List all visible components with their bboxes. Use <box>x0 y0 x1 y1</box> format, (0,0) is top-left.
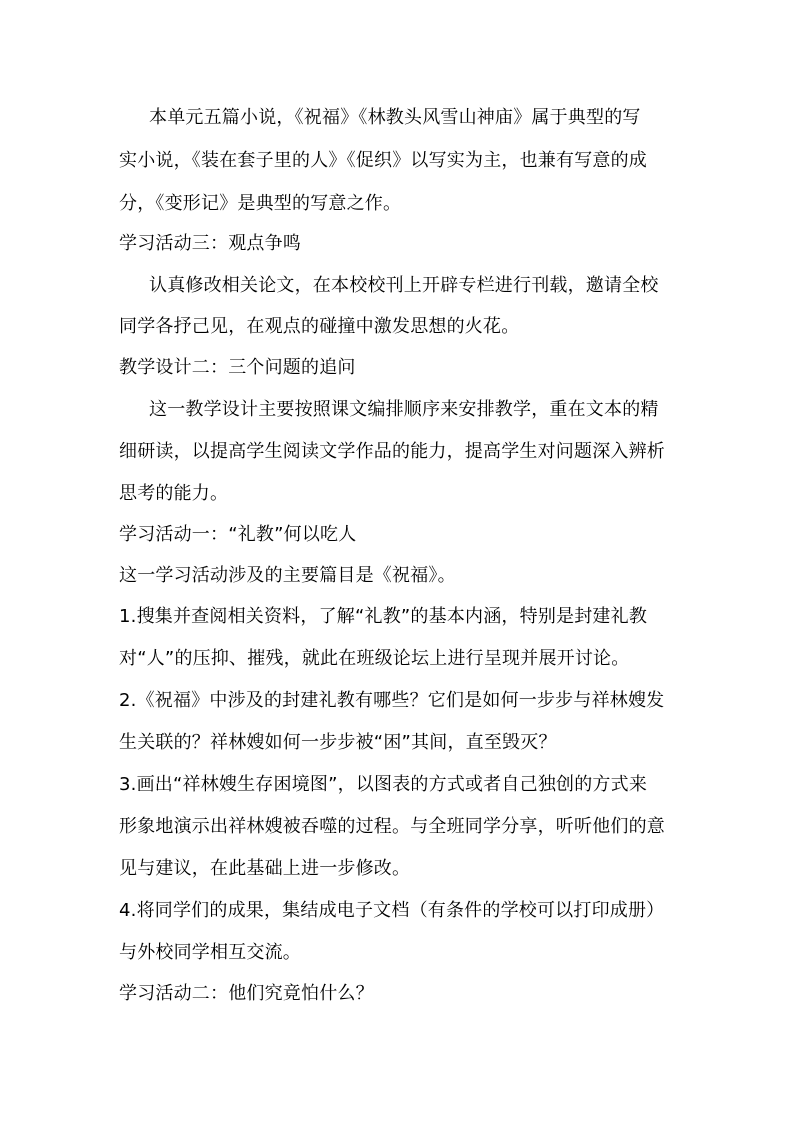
intro-line-1: 本单元五篇小说，《祝福》《林教头风雪山神庙》属于典型的写 <box>149 107 641 128</box>
activity3-line-1: 认真修改相关论文，在本校校刊上开辟专栏进行刊载，邀请全校 <box>149 275 659 296</box>
activity2-heading: 学习活动二：他们究竟怕什么？ <box>119 983 374 1004</box>
item-3-line-3: 见与建议，在此基础上进一步修改。 <box>119 858 411 879</box>
activity1-intro: 这一学习活动涉及的主要篇目是《祝福》。 <box>119 565 456 586</box>
item-2-line-2: 生关联的？祥林嫂如何一步步被“困”其间，直至毁灭？ <box>119 732 557 753</box>
design2-line-3: 思考的能力。 <box>119 483 229 504</box>
item-4-line-1: 4.将同学们的成果，集结成电子文档（有条件的学校可以打印成册） <box>119 900 665 921</box>
design2-line-1: 这一教学设计主要按照课文编排顺序来安排教学，重在文本的精 <box>149 399 659 420</box>
item-2-line-1: 2.《祝福》中涉及的封建礼教有哪些？它们是如何一步步与祥林嫂发 <box>119 690 665 711</box>
item-3-line-2: 形象地演示出祥林嫂被吞噬的过程。与全班同学分享，听听他们的意 <box>119 816 665 837</box>
item-1-line-2: 对“人”的压抑、摧残，就此在班级论坛上进行呈现并展开讨论。 <box>119 648 630 669</box>
intro-line-2: 实小说，《装在套子里的人》《促织》以写实为主，也兼有写意的成 <box>119 150 647 171</box>
item-1-line-1: 1.搜集并查阅相关资料，了解“礼教”的基本内涵，特别是封建礼教 <box>119 606 648 627</box>
activity3-heading: 学习活动三：观点争鸣 <box>119 233 301 254</box>
activity3-line-2: 同学各抒己见，在观点的碰撞中激发思想的火花。 <box>119 316 520 337</box>
item-3-line-1: 3.画出“祥林嫂生存困境图”，以图表的方式或者自己独创的方式来 <box>119 774 648 795</box>
design2-heading: 教学设计二：三个问题的追问 <box>119 357 356 378</box>
item-4-line-2: 与外校同学相互交流。 <box>119 942 301 963</box>
activity1-heading: 学习活动一：“礼教”何以吃人 <box>119 524 357 545</box>
design2-line-2: 细研读，以提高学生阅读文学作品的能力，提高学生对问题深入辨析 <box>119 441 665 462</box>
intro-line-3: 分，《变形记》是典型的写意之作。 <box>119 193 402 214</box>
